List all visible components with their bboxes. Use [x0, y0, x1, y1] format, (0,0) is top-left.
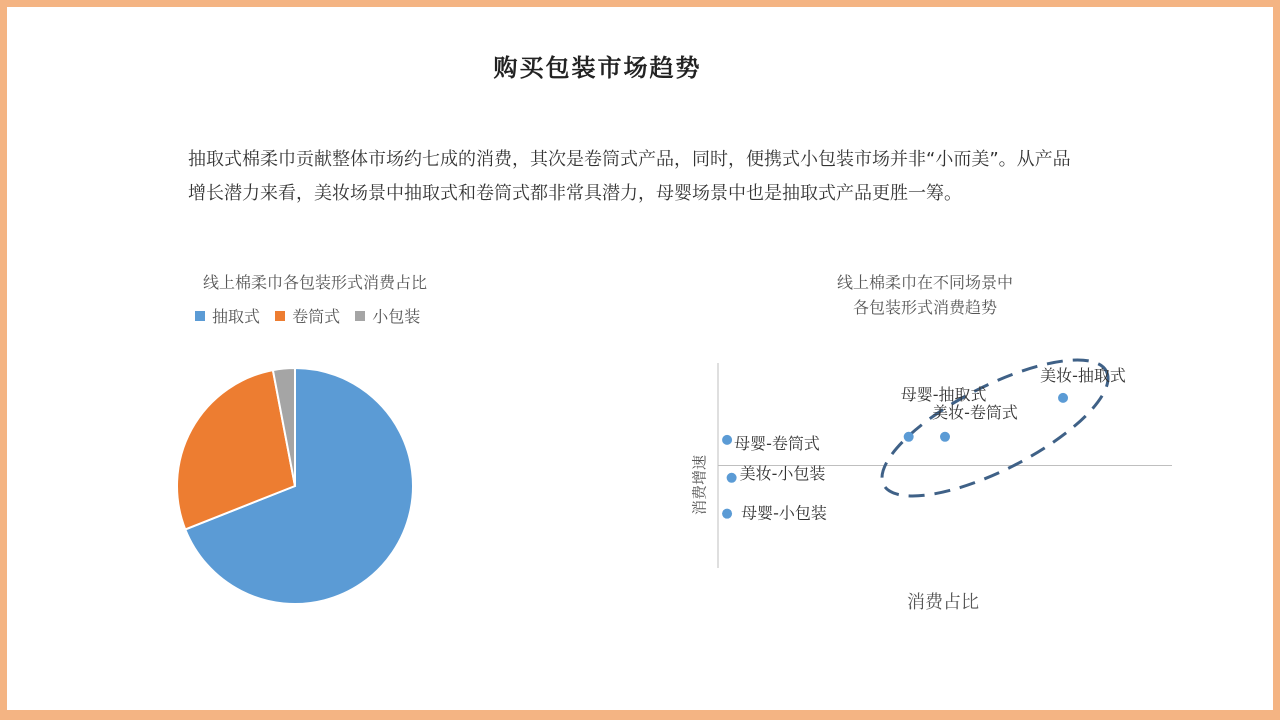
scatter-points [722, 366, 1126, 523]
scatter-title-line-1: 线上棉柔巾在不同场景中 [836, 273, 1013, 292]
summary-line-1: 抽取式棉柔巾贡献整体市场约七成的消费，其次是卷筒式产品，同时，便携式小包装市场并非“小而美”。从产品 [188, 149, 1071, 170]
legend-label-0: 抽取式 [212, 307, 261, 326]
legend-label-1: 卷筒式 [292, 307, 341, 326]
scatter-y-axis-label: 消费增速 [690, 454, 709, 516]
scatter-point-label-1: 美妆-小包装 [739, 463, 826, 483]
summary-line-2: 增长潜力来看，美妆场景中抽取式和卷筒式都非常具潜力，母婴场景中也是抽取式产品更胜一筹。 [188, 183, 962, 204]
scatter-point-5 [1058, 393, 1068, 403]
scatter-point-label-3: 母婴-抽取式 [900, 384, 987, 404]
scatter-point-3 [904, 432, 914, 442]
scatter-title-line-2: 各包装形式消费趋势 [852, 298, 997, 317]
scatter-x-axis-label: 消费占比 [907, 592, 979, 613]
scatter-point-label-0: 母婴-卷筒式 [734, 433, 820, 453]
legend-label-2: 小包装 [372, 307, 421, 326]
scatter-chart [691, 334, 1173, 613]
pie-chart [177, 368, 413, 604]
scatter-point-label-2: 母婴-小包装 [741, 503, 827, 523]
scatter-point-label-4: 美妆-卷筒式 [932, 402, 1018, 422]
scatter-point-1 [727, 473, 737, 483]
scatter-point-2 [722, 509, 732, 519]
scatter-point-label-5: 美妆-抽取式 [1040, 365, 1126, 385]
scatter-point-4 [940, 432, 950, 442]
page-title: 购买包装市场趋势 [493, 54, 702, 82]
highlight-ellipse [865, 334, 1126, 522]
scatter-point-0 [722, 435, 732, 445]
pie-chart-title: 线上棉柔巾各包装形式消费占比 [202, 273, 427, 292]
